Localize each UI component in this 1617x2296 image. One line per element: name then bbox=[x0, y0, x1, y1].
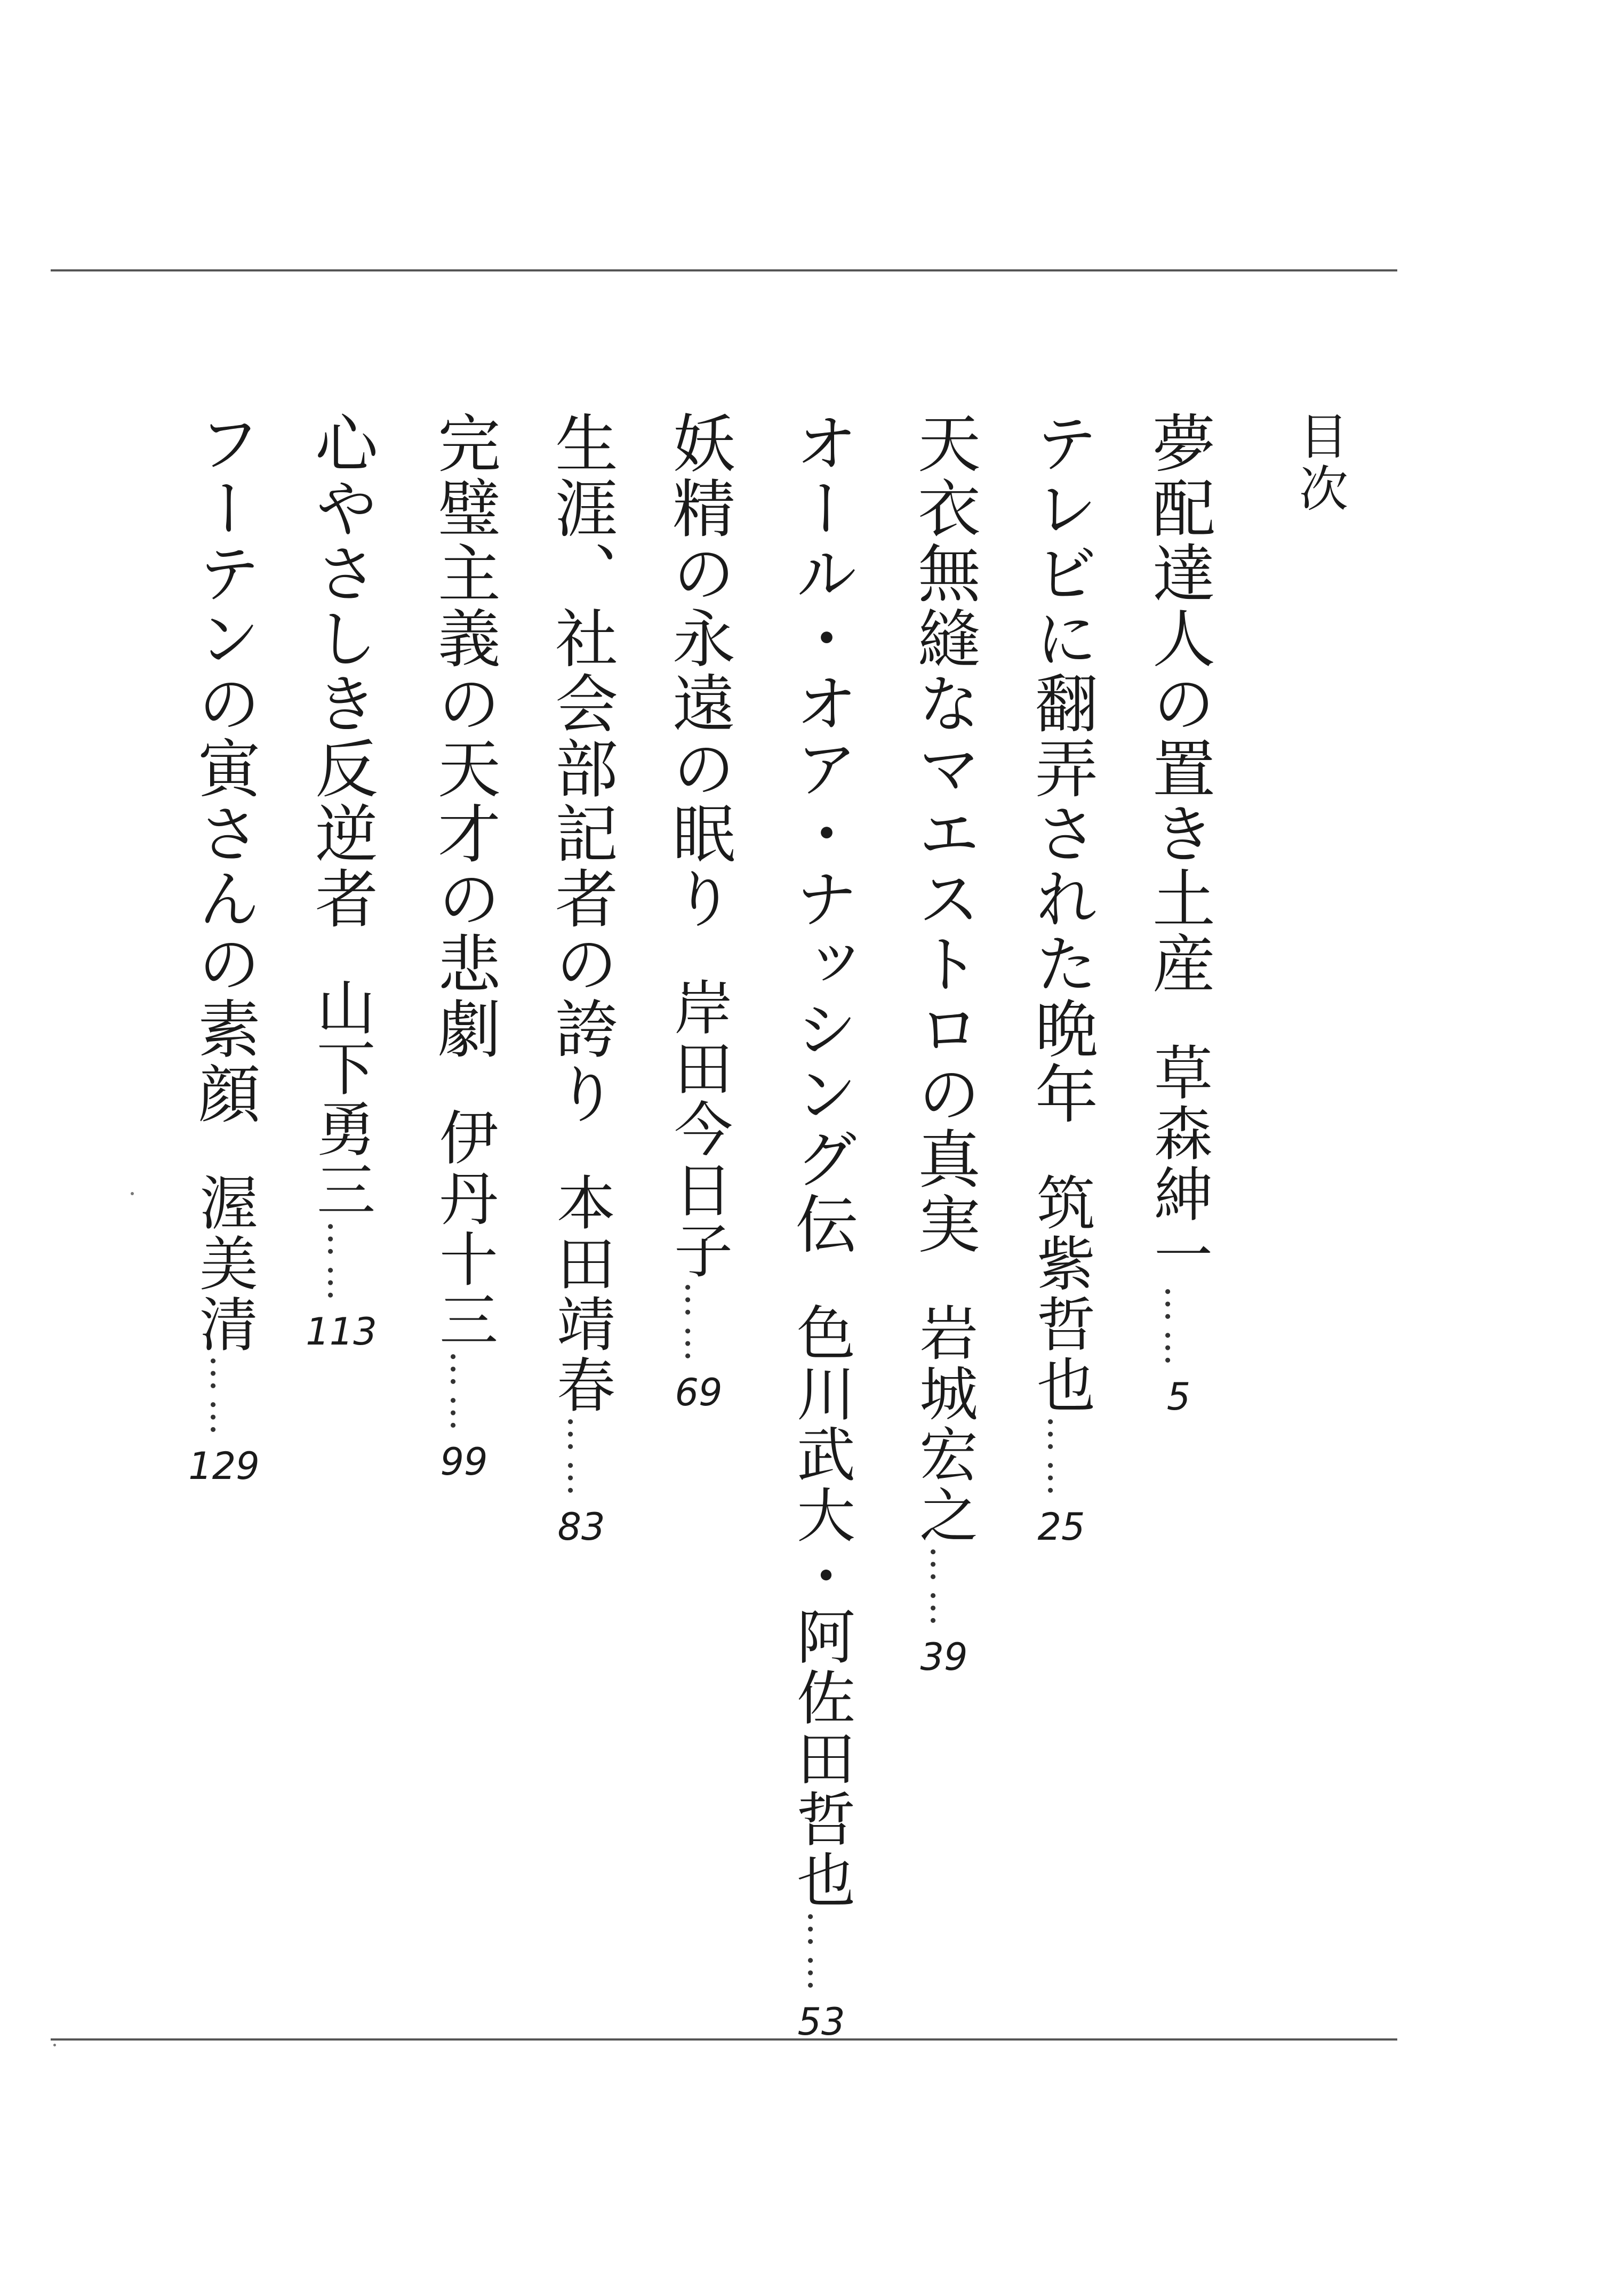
toc-entry[interactable] bbox=[299, 411, 384, 1984]
entry-author: 草森紳一 bbox=[1144, 1042, 1213, 1285]
dot-leader: …… bbox=[442, 1350, 486, 1438]
toc-entry[interactable] bbox=[656, 411, 741, 1984]
dot-leader: …… bbox=[1157, 1285, 1200, 1373]
entry-author: 伊丹十三 bbox=[430, 1107, 498, 1350]
entry-title: フーテンの寅さんの素顔 bbox=[187, 411, 261, 1126]
dot-leader: …… bbox=[677, 1281, 721, 1369]
dot-leader: …… bbox=[202, 1355, 246, 1442]
toc-entry[interactable] bbox=[1136, 411, 1221, 1984]
entry-page-number: 69 bbox=[675, 1371, 723, 1414]
dot-leader: …… bbox=[319, 1220, 363, 1308]
entry-page-number: 99 bbox=[440, 1440, 488, 1484]
scan-speck bbox=[131, 1192, 134, 1195]
toc-entry[interactable] bbox=[539, 411, 624, 1984]
toc-entry[interactable] bbox=[1019, 411, 1104, 1984]
entry-author: 筑紫哲也 bbox=[1027, 1172, 1095, 1415]
entry-page-number: 39 bbox=[920, 1635, 968, 1679]
toc-entry[interactable] bbox=[901, 411, 987, 1984]
toc-entry[interactable] bbox=[779, 411, 864, 2044]
entry-author: 山下勇三 bbox=[307, 977, 375, 1220]
bottom-rule bbox=[51, 2038, 1397, 2041]
toc-entry[interactable] bbox=[181, 411, 267, 1984]
entry-author: 渥美清 bbox=[190, 1172, 258, 1355]
entry-page-number: 5 bbox=[1166, 1375, 1191, 1419]
entry-page-number: 83 bbox=[557, 1505, 605, 1549]
entry-title: 妖精の永遠の眠り bbox=[662, 411, 735, 931]
dot-leader: …… bbox=[799, 1910, 843, 1998]
entry-title: 夢配達人の置き土産 bbox=[1142, 411, 1215, 996]
toc-heading: 目次 bbox=[1291, 411, 1348, 515]
entry-title: オール・オア・ナッシング伝 bbox=[785, 411, 858, 1257]
entry-page-number: 129 bbox=[188, 1444, 260, 1488]
dot-leader: …… bbox=[1039, 1415, 1083, 1503]
entry-author: 色川武大・阿佐田哲也 bbox=[787, 1302, 855, 1910]
entry-page-number: 113 bbox=[306, 1310, 377, 1354]
entry-author: 岸田今日子 bbox=[665, 977, 733, 1281]
entry-page-number: 53 bbox=[797, 2000, 845, 2044]
entry-author: 本田靖春 bbox=[547, 1172, 615, 1415]
entry-title: 心やさしき反逆者 bbox=[305, 411, 378, 931]
entry-author: 岩城宏之 bbox=[910, 1302, 978, 1546]
entry-title: 完璧主義の天才の悲劇 bbox=[427, 411, 501, 1061]
dot-leader: …… bbox=[559, 1415, 603, 1503]
entry-title: 天衣無縫なマエストロの真実 bbox=[907, 411, 981, 1257]
entry-page-number: 25 bbox=[1037, 1505, 1085, 1549]
scan-speck bbox=[53, 2044, 56, 2046]
entry-title: テレビに翻弄された晩年 bbox=[1024, 411, 1098, 1126]
toc-entry[interactable] bbox=[421, 411, 507, 1984]
dot-leader: …… bbox=[922, 1546, 966, 1633]
entry-title: 生涯、社会部記者の誇り bbox=[545, 411, 618, 1126]
top-rule bbox=[51, 269, 1397, 271]
